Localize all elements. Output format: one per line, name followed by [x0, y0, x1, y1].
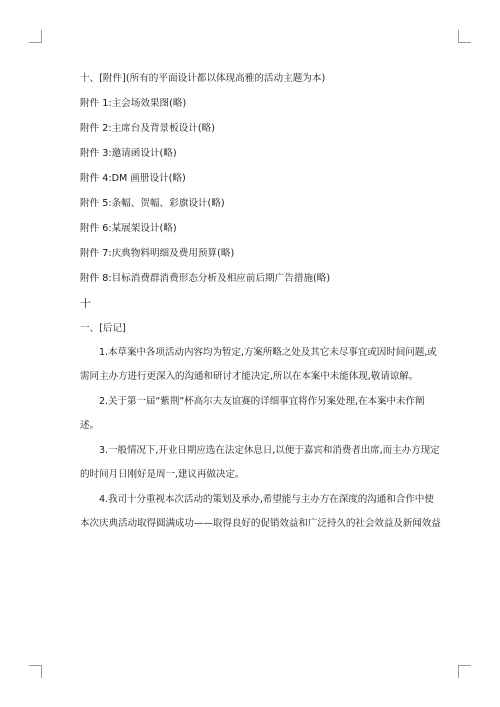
document-body	[80, 66, 442, 537]
postscript-paragraph: 1.本草案中各项活动内容均为暂定,方案所略之处及其它未尽事宜或因时间问题,或需同主办方进行更深入的沟通和研讨才能决定,所以在本案中未能体现,敬请谅解。	[80, 347, 437, 382]
postscript-paragraph: 4.我司十分重视本次活动的策划及承办,希望能与主办方在深度的沟通和合作中使本次庆典活动取得圆满成功——取得良好的促销效益和广泛持久的社会效益及新闻效益	[80, 494, 441, 529]
crop-mark-top-left	[29, 30, 42, 43]
attachment-item: 附件 5:条幅、贺幅、彩旗设计(略)	[80, 198, 225, 209]
attachment-item: 附件 1:主会场效果图(略)	[80, 98, 187, 109]
attachment-item: 附件 7:庆典物料明细及费用预算(略)	[80, 248, 235, 259]
postscript-paragraph: 3.一般情况下,开业日期应选在法定休息日,以便于嘉宾和消费者出席,而主办方现定的时间月日刚好是周一,建议再做决定。	[80, 445, 440, 480]
postscript-paragraph: 2.关于第一届“紫荆”杯高尔夫友谊赛的详细事宜将作另案处理,在本案中未作阐述。	[80, 396, 425, 431]
attachment-item: 附件 8:目标消费群消费形态分析及相应前后期广告措施(略)	[80, 273, 331, 284]
postscript-heading: 一、[后记]	[80, 323, 126, 334]
crop-mark-bottom-left	[29, 665, 42, 678]
attachment-item: 附件 2:主席台及背景板设计(略)	[80, 123, 215, 134]
attachment-item: 附件 3:邀请函设计(略)	[80, 148, 177, 159]
crop-mark-bottom-right	[458, 665, 471, 678]
section-heading: 十、[附件](所有的平面设计都以体现高雅的活动主题为本)	[80, 73, 326, 84]
separator-mark: 十	[80, 297, 91, 310]
crop-mark-top-right	[458, 30, 471, 43]
attachment-item: 附件 4:DM 画册设计(略)	[80, 173, 186, 184]
attachment-item: 附件 6:某展架设计(略)	[80, 223, 177, 234]
